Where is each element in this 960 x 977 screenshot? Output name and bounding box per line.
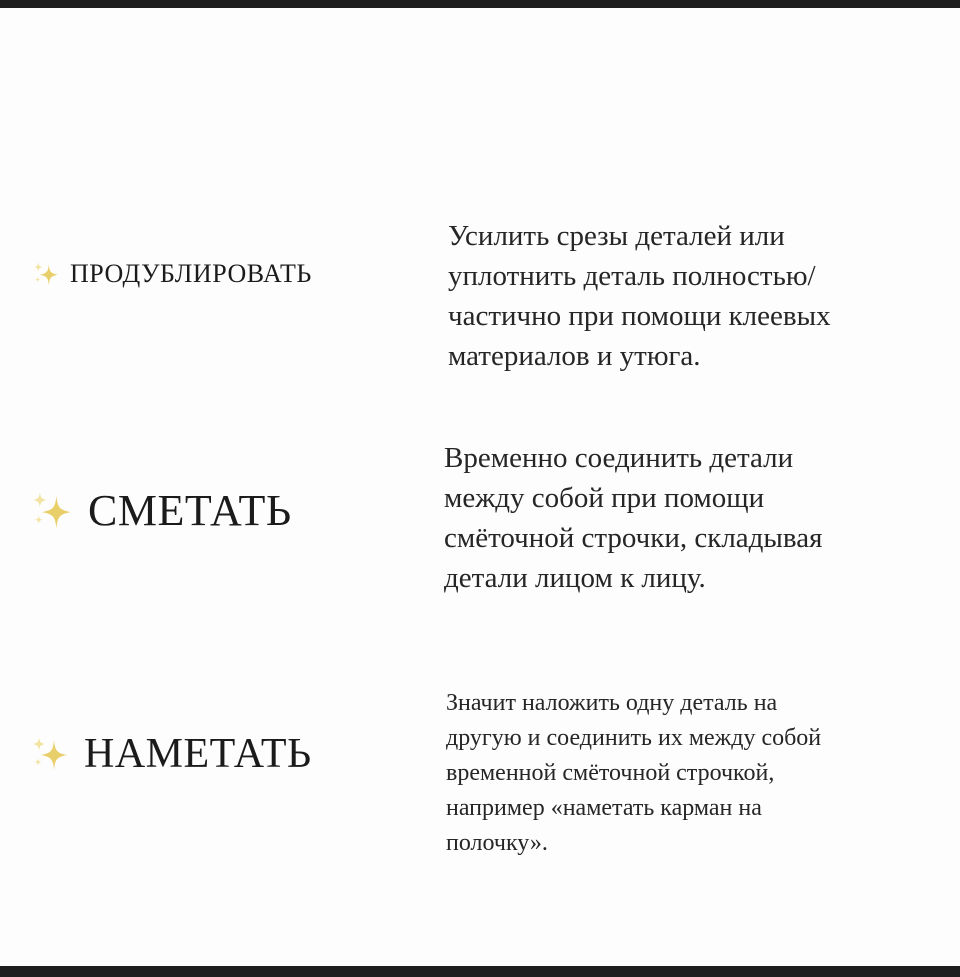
term-label: НАМЕТАТЬ [84,731,312,777]
term-nametat [30,730,312,778]
definition-line: смёточной строчки, складывая [444,522,823,554]
sparkles-icon [30,734,70,774]
sparkles-icon [30,489,74,533]
definition-line: материалов и утюга. [448,340,701,372]
term-label: ПРОДУБЛИРОВАТЬ [70,259,312,288]
definition-nametat [446,686,821,861]
term-smetat [30,485,292,536]
glossary-card [0,8,960,966]
definition-line: между собой при помощи [444,482,765,514]
definition-line: полочку». [446,830,548,856]
sparkles-icon [32,260,60,288]
term-label: СМЕТАТЬ [88,486,292,535]
definition-line: Временно соединить детали [444,442,794,474]
definition-line: временной смёточной строчкой, [446,760,775,786]
definition-line: Усилить срезы деталей или [448,220,785,252]
definition-line: например «наметать карман на [446,795,762,821]
definition-line: другую и соединить их между собой [446,725,822,751]
definition-line: Значит наложить одну деталь на [446,690,778,716]
term-produblirovat [32,259,312,289]
definition-produblirovat [448,216,831,376]
definition-line: уплотнить деталь полностью/ [448,260,816,292]
definition-line: частично при помощи клеевых [448,300,831,332]
definition-line: детали лицом к лицу. [444,562,706,594]
definition-smetat [444,438,822,598]
